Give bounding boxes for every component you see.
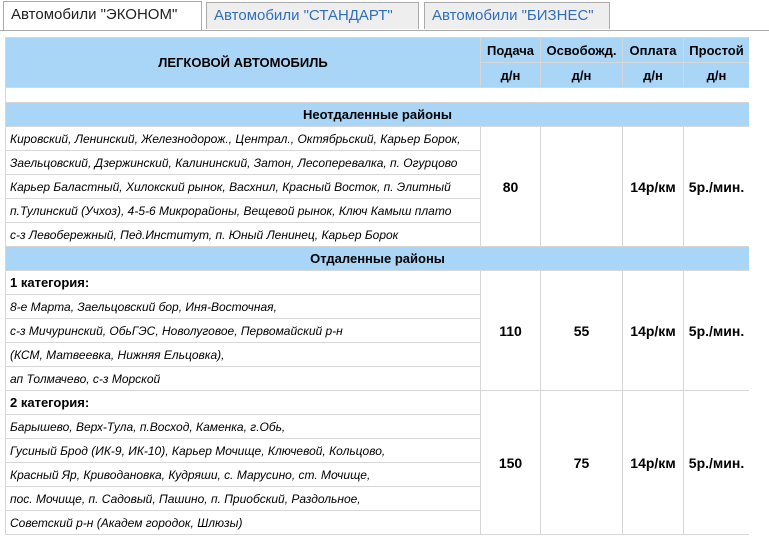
tab-econom[interactable]: Автомобили "ЭКОНОМ"	[3, 1, 202, 30]
area-line: Барышево, Верх-Тула, п.Восход, Каменка, г.Обь,	[6, 415, 481, 439]
area-line: Гусиный Брод (ИК-9, ИК-10), Карьер Мочище, Ключевой, Кольцово,	[6, 439, 481, 463]
section-title: Неотдаленные районы	[6, 103, 750, 127]
unit-osvob: д/н	[541, 63, 623, 88]
spacer-cell	[6, 88, 750, 103]
area-line: Советский р-н (Академ городок, Шлюзы)	[6, 511, 481, 535]
section-row	[6, 247, 750, 271]
header-title: ЛЕГКОВОЙ АВТОМОБИЛЬ	[6, 38, 481, 88]
prostoy-value: 5р./мин.	[684, 127, 750, 247]
header-prostoy: Простой	[684, 38, 750, 63]
area-line: (КСМ, Матвеевка, Нижняя Ельцовка),	[6, 343, 481, 367]
tariff-table	[5, 37, 749, 535]
tab-bar	[0, 0, 769, 31]
spacer-row	[6, 88, 750, 103]
podacha-value: 80	[481, 127, 541, 247]
header-oplata: Оплата	[623, 38, 684, 63]
table-row	[6, 127, 750, 151]
table-row	[6, 391, 750, 415]
section-title: Отдаленные районы	[6, 247, 750, 271]
podacha-value: 150	[481, 391, 541, 535]
category-label: 2 категория:	[6, 391, 481, 415]
area-line: с-з Левобережный, Пед.Институт, п. Юный Ленинец, Карьер Борок	[6, 223, 481, 247]
table-row	[6, 271, 750, 295]
osvob-value	[541, 127, 623, 247]
tab-standard[interactable]: Автомобили "СТАНДАРТ"	[206, 2, 419, 29]
section-row	[6, 103, 750, 127]
osvob-value: 55	[541, 271, 623, 391]
unit-oplata: д/н	[623, 63, 684, 88]
area-line: пос. Мочище, п. Садовый, Пашино, п. Приобский, Раздольное,	[6, 487, 481, 511]
unit-prostoy: д/н	[684, 63, 750, 88]
prostoy-value: 5р./мин.	[684, 391, 750, 535]
header-osvob: Освобожд.	[541, 38, 623, 63]
podacha-value: 110	[481, 271, 541, 391]
area-line: п.Тулинский (Учхоз), 4-5-6 Микрорайоны, Вещевой рынок, Ключ Камыш плато	[6, 199, 481, 223]
area-line: Карьер Баластный, Хилокский рынок, Васхнил, Красный Восток, п. Элитный	[6, 175, 481, 199]
header-podacha: Подача	[481, 38, 541, 63]
tab-business[interactable]: Автомобили "БИЗНЕС"	[424, 2, 610, 29]
area-line: Заельцовский, Дзержинский, Калининский, Затон, Лесоперевалка, п. Огурцово	[6, 151, 481, 175]
area-line: Кировский, Ленинский, Железнодорож., Централ., Октябрьский, Карьер Борок,	[6, 127, 481, 151]
oplata-value: 14р/км	[623, 127, 684, 247]
category-label: 1 категория:	[6, 271, 481, 295]
area-line: ап Толмачево, с-з Морской	[6, 367, 481, 391]
header-row	[6, 38, 750, 63]
unit-podacha: д/н	[481, 63, 541, 88]
area-line: с-з Мичуринский, ОбьГЭС, Новолуговое, Первомайский р-н	[6, 319, 481, 343]
area-line: Красный Яр, Криводановка, Кудряши, с. Марусино, ст. Мочище,	[6, 463, 481, 487]
osvob-value: 75	[541, 391, 623, 535]
tariff-table-container	[5, 37, 749, 545]
area-line: 8-е Марта, Заельцовский бор, Иня-Восточная,	[6, 295, 481, 319]
oplata-value: 14р/км	[623, 271, 684, 391]
prostoy-value: 5р./мин.	[684, 271, 750, 391]
oplata-value: 14р/км	[623, 391, 684, 535]
